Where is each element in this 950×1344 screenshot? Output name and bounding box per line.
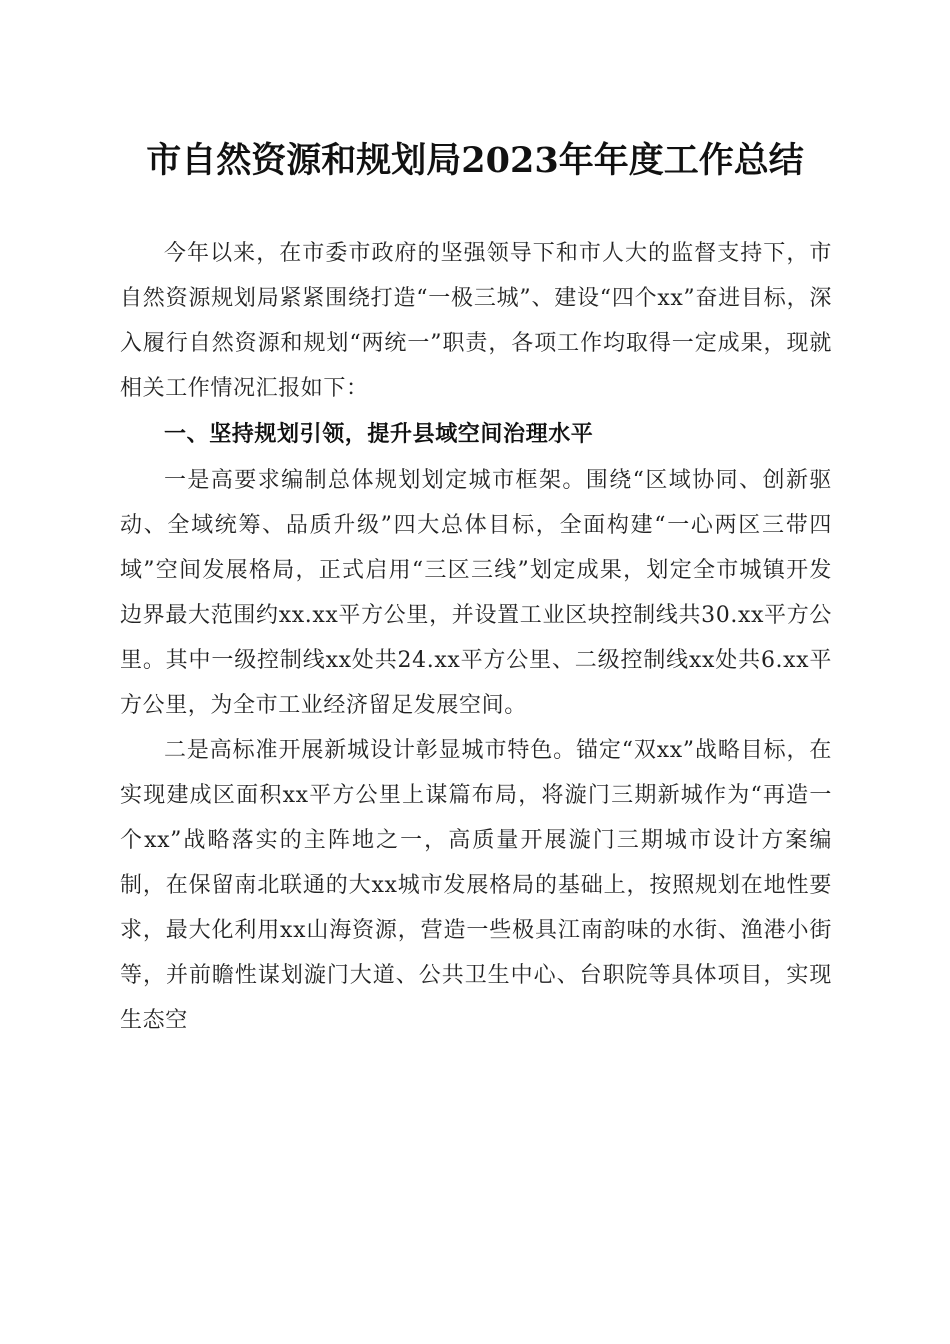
intro-paragraph: 今年以来，在市委市政府的坚强领导下和市人大的监督支持下，市自然资源规划局紧紧围绕打造“一极三城”、建设“四个xx”奋进目标，深入履行自然资源和规划“两统一”职责，各项工作均取得一定成果，现就相关工作情况汇报如下： <box>120 241 832 401</box>
body-paragraph: 二是高标准开展新城设计彰显城市特色。锚定“双xx”战略目标，在实现建成区面积xx平方公里上谋篇布局，将漩门三期新城作为“再造一个xx”战略落实的主阵地之一，高质量开展漩门三期城市设计方案编制，在保留南北联通的大xx城市发展格局的基础上，按照规划在地性要求，最大化利用xx山海资源，营造一些极具江南韵味的水街、渔港小街等，并前瞻性谋划漩门大道、公共卫生中心、台职院等具体项目，实现生态空 <box>120 738 832 1033</box>
document-title: 市自然资源和规划局2023年年度工作总结 <box>146 140 804 181</box>
body-paragraph: 一是高要求编制总体规划划定城市框架。围绕“区域协同、创新驱动、全域统筹、品质升级”四大总体目标，全面构建“一心两区三带四域”空间发展格局，正式启用“三区三线”划定成果，划定全市城镇开发边界最大范围约xx.xx平方公里，并设置工业区块控制线共30.xx平方公里。其中一级控制线xx处共24.xx平方公里、二级控制线xx处共6.xx平方公里，为全市工业经济留足发展空间。 <box>120 468 832 718</box>
section-heading: 一、坚持规划引领，提升县域空间治理水平 <box>164 422 594 447</box>
document-body <box>120 231 832 1043</box>
